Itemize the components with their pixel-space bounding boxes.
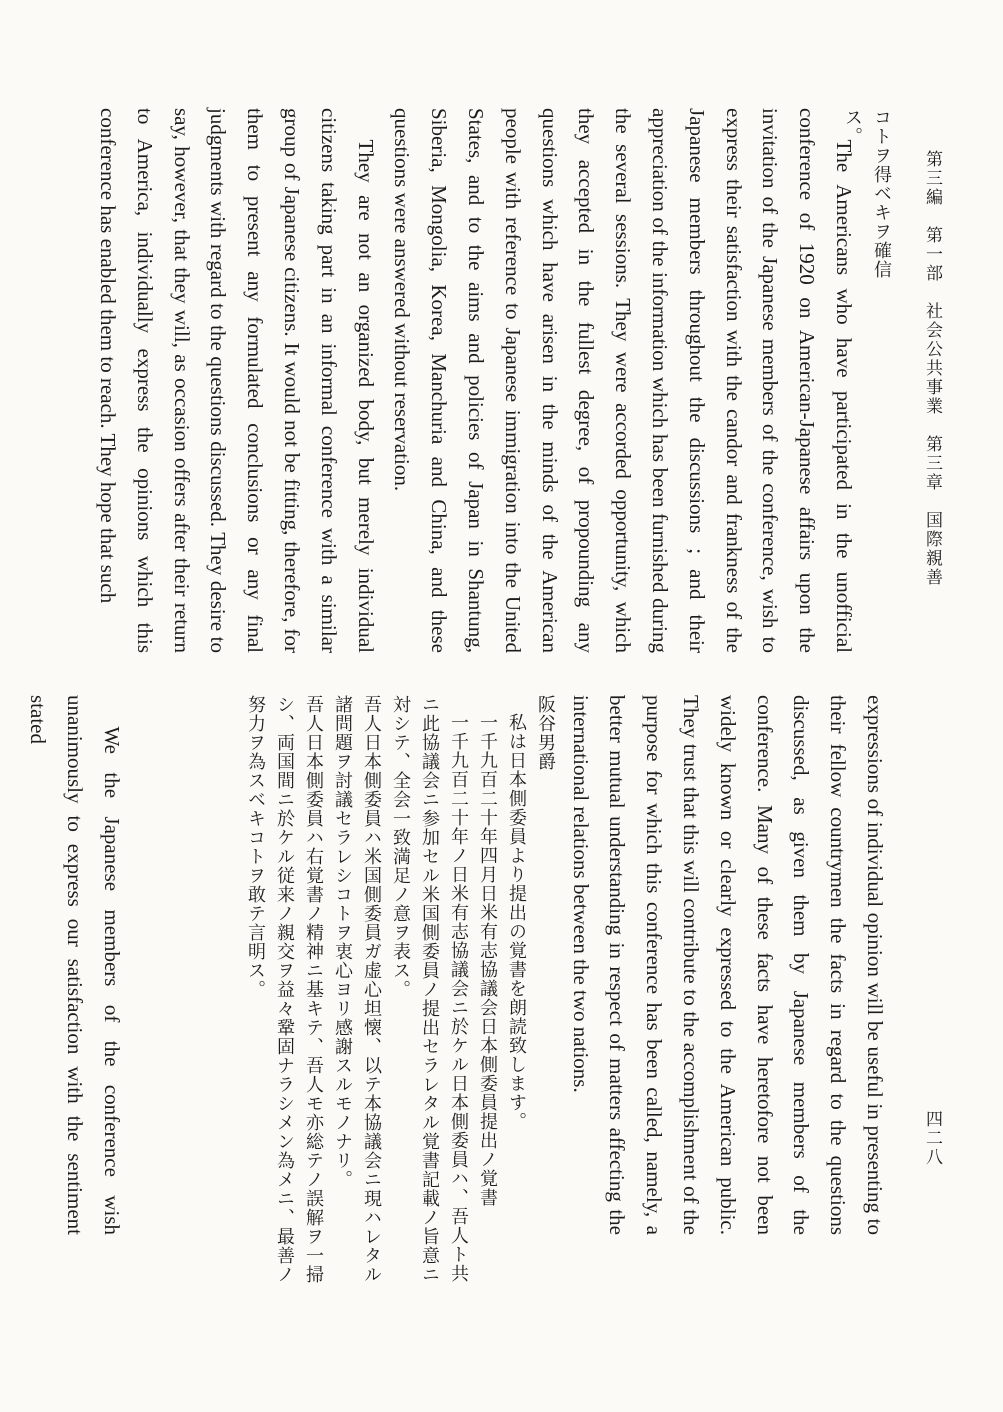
memo-paragraph-2: 吾人日本側委員ハ米国側委員ガ虚心坦懐、以テ本協議会ニ現ハレタル諸問題ヲ討議セラレシコトヲ衷心ヨリ感謝スルモノナリ。 — [332, 695, 382, 1284]
english-block-final — [20, 695, 130, 1235]
japanese-memorandum-block — [140, 695, 560, 1295]
english-block-bottom — [562, 695, 893, 1235]
speaker-name: 阪谷男爵 — [535, 695, 556, 771]
english-block-top — [89, 108, 862, 653]
paragraph-not-organized-body: They are not an organized body, but merely individual citizens taking part in an informal conference with a similar group of Japanese citizens. It would not be fitting, therefore, for them to present any formulated conclusions or any final judgments with regard to the questions discussed. They desire to say, however, that they will, as occasion offers after their return to America, individually express the opinions which this conference has enabled them to reach. They hope that such — [96, 108, 378, 653]
page-number: 四二八 — [922, 1110, 942, 1167]
paragraph-japanese-members: We the Japanese members of the conference wish unanimously to express our satisfaction with the sentiment stated — [26, 695, 124, 1235]
jp-lead-line — [842, 108, 896, 308]
running-title: 第三編 第一部 社会公共事業 第三章 国際親善 — [922, 150, 942, 587]
paragraph-continuation: expressions of individual opinion will be useful in presenting to their fellow countrymen the facts in regard to the questions discussed, as given them by Japanese members of the conference. Many of these facts have heretofore not been widely known or clearly expressed to the American public. They trust that this will contribute to the accomplishment of the purpose for which this conference has been called, namely, a better mutual understanding in respect of matters affecting the international relations between the two nations. — [568, 695, 887, 1235]
running-header — [912, 150, 952, 1270]
speech-intro: 私は日本側委員より提出の覚書を朗読致します。 — [506, 713, 527, 1131]
paragraph-americans-statement: The Americans who have participated in the unofficial conference of 1920 on American-Japanese affairs upon the invitation of the Japanese members of the conference, wish to express their satisfaction with the candor and frankness of the Japanese members throughout the discussions ; and their appreciation of the information which has been furnished during the several sessions. They were accorded opportunity, which they accepted in the fullest degree, of propounding any questions which have arisen in the minds of the American people with reference to Japanese immigration into the United States, and to the aims and policies of Japan in Shantung, Siberia, Mongolia, Korea, Manchuria and China, and these questions were answered without reservation. — [390, 108, 856, 653]
memo-paragraph-3: 吾人日本側委員ハ右覚書ノ精神ニ基キテ、吾人モ亦総テノ誤解ヲ一掃シ、両国間ニ於ケル従来ノ親交ヲ益々鞏固ナラシメン為メニ、最善ノ努力ヲ為スベキコトヲ敢テ言明ス。 — [245, 695, 324, 1284]
memo-title: 一千九百二十年四月日米有志協議会日本側委員提出ノ覚書 — [477, 713, 498, 1207]
memo-paragraph-1: 一千九百二十年ノ日米有志協議会ニ於ケル日本側委員ハ、吾人ト共ニ此協議会ニ参加セル米国側委員ノ提出セラレタル覚書記載ノ旨意ニ対シテ、全会一致満足ノ意ヲ表ス。 — [390, 695, 469, 1284]
jp-lead-text: コトヲ得ベキヲ確信ス。 — [842, 108, 892, 279]
